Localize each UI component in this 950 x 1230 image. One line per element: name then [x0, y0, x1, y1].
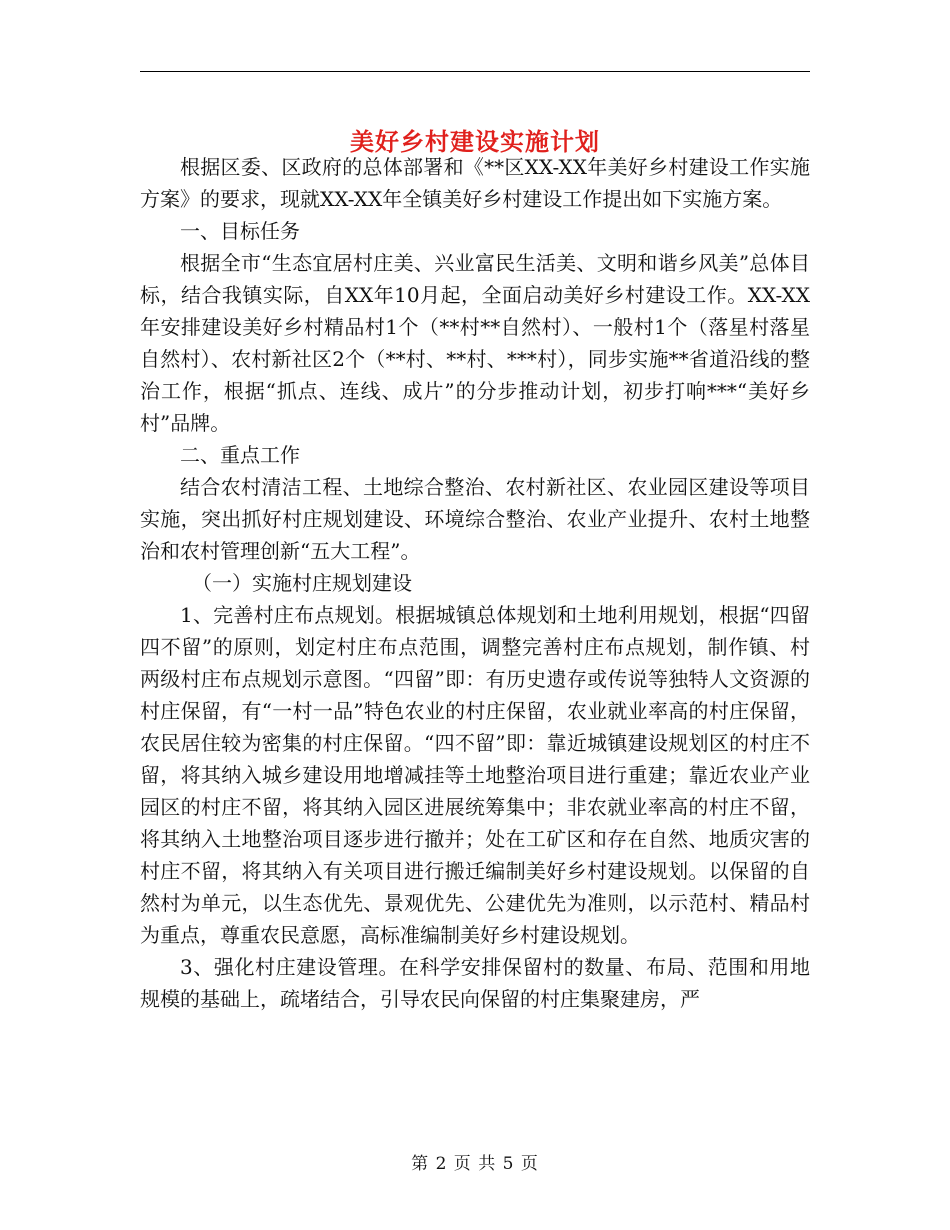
planning-item-1-paragraph: 1、完善村庄布点规划。根据城镇总体规划和土地利用规划，根据“四留四不留”的原则，划定村庄布点范围，调整完善村庄布点规划，制作镇、村两级村庄布点规划示意图。“四留”即：有历史遗存或传说等独特人文资源的村庄保留，有“一村一品”特色农业的村庄保留，农业就业率高的村庄保留，农民居住较为密集的村庄保留。“四不留”即：靠近城镇建设规划区的村庄不留，将其纳入城乡建设用地增减挂等土地整治项目进行重建；靠近农业产业园区的村庄不留，将其纳入园区进展统筹集中；非农就业率高的村庄不留，将其纳入土地整治项目逐步进行撤并；处在工矿区和存在自然、地质灾害的村庄不留，将其纳入有关项目进行搬迁编制美好乡村建设规划。以保留的自然村为单元，以生态优先、景观优先、公建优先为准则，以示范村、精品村为重点，尊重农民意愿，高标准编制美好乡村建设规划。 [140, 603, 810, 947]
goals-paragraph: 根据全市“生态宜居村庄美、兴业富民生活美、文明和谐乡风美”总体目标，结合我镇实际，自XX年10月起，全面启动美好乡村建设工作。XX-XX年安排建设美好乡村精品村1个（**村**自然村）、一般村1个（落星村落星自然村）、农村新社区2个（**村、**村、***村），同步实施**省道沿线的整治工作，根据“抓点、连线、成片”的分步推动计划，初步打响***“美好乡村”品牌。 [140, 251, 810, 435]
subsection-heading-planning: （一）实施村庄规划建设 [192, 571, 412, 595]
intro-paragraph: 根据区委、区政府的总体部署和《**区XX-XX年美好乡村建设工作实施方案》的要求，现就XX-XX年全镇美好乡村建设工作提出如下实施方案。 [140, 155, 810, 211]
planning-item-3-paragraph: 3、强化村庄建设管理。在科学安排保留村的数量、布局、范围和用地规模的基础上，疏堵结合，引导农民向保留的村庄集聚建房，严 [140, 955, 810, 1011]
document-title: 美好乡村建设实施计划 [350, 127, 600, 157]
header-rule [140, 71, 810, 72]
section-heading-goals: 一、目标任务 [180, 219, 300, 243]
key-work-paragraph: 结合农村清洁工程、土地综合整治、农村新社区、农业园区建设等项目实施，突出抓好村庄规划建设、环境综合整治、农业产业提升、农村土地整治和农村管理创新“五大工程”。 [140, 475, 810, 563]
page-footer: 第 2 页 共 5 页 [411, 1154, 539, 1174]
section-heading-key-work: 二、重点工作 [180, 443, 300, 467]
document-body [140, 151, 810, 1015]
